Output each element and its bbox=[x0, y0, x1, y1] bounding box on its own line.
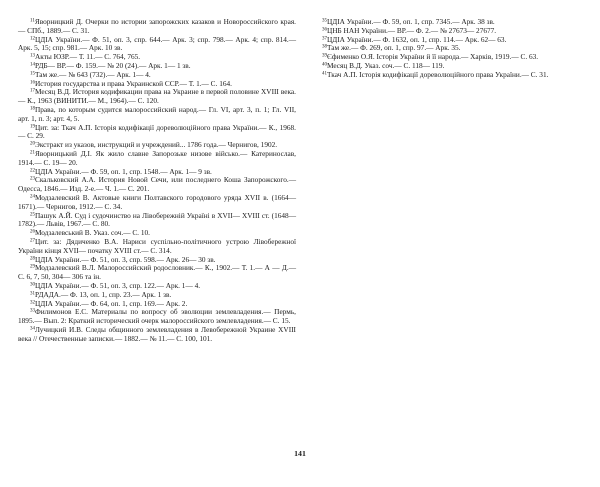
footnote-text: РДАДА.— Ф. 13, оп. 1, спр. 23.— Арк. 1 зв. bbox=[35, 289, 172, 299]
footnote-number: 39 bbox=[322, 53, 327, 59]
footnote-text: Пашук А.Й. Суд і судочинство на Лівобережній Україні в XVII— XVIII ст. (1648— 1782).— Львів, 1967.— С. 80. bbox=[18, 210, 296, 229]
footnote-text: Месяц В.Д. Указ. соч.— С. 118— 119. bbox=[327, 60, 445, 70]
page-number: 141 bbox=[294, 449, 306, 458]
footnote bbox=[18, 308, 296, 326]
footnote-text: ЦДІА України.— Ф. 1632, оп. 1, спр. 114.— Арк. 62— 63. bbox=[327, 34, 507, 44]
footnote-text: ЦДІА України.— Ф. 59, оп. 1, спр. 7345.— Арк. 38 зв. bbox=[327, 17, 495, 26]
footnote-number: 28 bbox=[30, 255, 35, 261]
footnote-text: История государства и права Украинской ССР.— Т. 1.— С. 164. bbox=[35, 78, 232, 88]
footnote-text: ЦДІА України.— Ф. 51, оп. 3, спр. 644.— Арк. 3; спр. 798.— Арк. 4; спр. 814.— Арк. 5, 15; спр. 981.— Арк. 10 зв. bbox=[18, 34, 296, 53]
footnote-number: 26 bbox=[30, 229, 35, 235]
footnote bbox=[18, 176, 296, 194]
footnote-text: Єфименко О.Я. Історія України й її народа.— Харків, 1919.— С. 63. bbox=[327, 52, 539, 62]
footnote bbox=[18, 88, 296, 106]
footnote-number: 40 bbox=[322, 62, 327, 68]
footnote-number: 14 bbox=[30, 62, 35, 68]
footnote-text: Яворницький Д.І. Як жило славне Запорозьке низове військо.— Катеринослав, 1914.— С. 19— 20. bbox=[18, 148, 296, 167]
footnote-number: 32 bbox=[30, 299, 35, 305]
footnote-number: 23 bbox=[30, 176, 35, 182]
footnote-number: 12 bbox=[30, 36, 35, 41]
footnote-number: 30 bbox=[30, 282, 35, 288]
footnote-text: ЦНБ НАН України.— ВР.— Ф. 2.— № 27673— 27677. bbox=[327, 25, 497, 35]
footnote-number: 18 bbox=[30, 106, 35, 112]
footnote-text: Акты ЮЗР.— Т. 11.— С. 764, 765. bbox=[35, 52, 141, 62]
footnote-number: 36 bbox=[322, 27, 327, 33]
footnote-number: 20 bbox=[30, 141, 35, 147]
footnote bbox=[18, 212, 296, 230]
footnote-text: Лучицкий И.В. Следы общинного землевладения в Левобережной Украине XVIII века // Отечественные записки.— 1882.— № 11.— С. 100, 101. bbox=[18, 324, 296, 343]
footnote-text: ЦДІА України.— Ф. 64, оп. 1, спр. 169.— Арк. 2. bbox=[35, 298, 188, 308]
footnote bbox=[18, 150, 296, 168]
footnote-number: 24 bbox=[30, 194, 35, 200]
footnote bbox=[18, 124, 296, 142]
footnote-number: 19 bbox=[30, 123, 35, 129]
footnote-text: РДБ— ВР.— Ф. 159.— № 20 (24).— Арк. 1— 1 зв. bbox=[35, 60, 191, 70]
footnote-number: 16 bbox=[30, 79, 35, 85]
footnote-number: 29 bbox=[30, 264, 35, 270]
footnote-number: 37 bbox=[322, 36, 327, 41]
footnote-text: Ткач А.П. Історія кодифікації дореволюційного права України.— С. 31. bbox=[327, 69, 549, 79]
footnote-number: 38 bbox=[322, 44, 327, 50]
footnote-text: Месяц В.Д. История кодификации права на Украине в первой половине XVIII века.— К., 1963 (ВИНИТИ.— М., 1964).— С. 120. bbox=[18, 87, 296, 106]
footnote-text: Там же.— № 643 (732).— Арк. 1— 4. bbox=[35, 69, 151, 79]
footnote-number: 21 bbox=[30, 150, 35, 156]
footnote-number: 17 bbox=[30, 88, 35, 94]
footnote-text: Филимонов Е.С. Материалы по вопросу об эволюции землевладения.— Пермь, 1895.— Вып. 2: Краткий исторический очерк малороссийского землевладения.— С. 15. bbox=[18, 307, 296, 326]
footnote bbox=[18, 238, 296, 256]
footnote-number: 15 bbox=[30, 71, 35, 77]
footnote-number: 35 bbox=[322, 18, 327, 24]
footnote-text: Модзалевский В. Актовые книги Полтавского городового уряда XVII в. (1664— 1671).— Чернигов, 1912.— С. 34. bbox=[18, 192, 296, 211]
footnote-number: 34 bbox=[30, 326, 35, 332]
footnote-number: 11 bbox=[30, 18, 35, 24]
footnote-text: ЦДІА України.— Ф. 59, оп. 1, спр. 1548.— Арк. 1— 9 зв. bbox=[35, 166, 212, 176]
footnote-text: Модзалевський В. Указ. соч.— С. 10. bbox=[35, 228, 150, 238]
footnote bbox=[18, 264, 296, 282]
footnote-number: 22 bbox=[30, 167, 35, 173]
left-footnote-column bbox=[18, 18, 296, 343]
footnote bbox=[18, 194, 296, 212]
footnote-text: Цит. за: Дядиченко В.А. Нариси суспільно-політичного устрою Лівобережної України кінця XVII— початку XVIII ст.— С. 314. bbox=[18, 236, 296, 255]
footnote-text: ЦДІА України.— Ф. 51, оп. 3, спр. 122.— Арк. 1— 4. bbox=[35, 280, 201, 290]
footnote-number: 31 bbox=[30, 291, 35, 297]
footnote bbox=[18, 106, 296, 124]
footnote bbox=[18, 18, 296, 36]
footnote-number: 27 bbox=[30, 238, 35, 244]
right-footnote-column bbox=[310, 18, 583, 80]
footnote-text: Яворницкий Д. Очерки по истории запорожских казаков и Новороссийского края.— СПб., 1889.— С. 31. bbox=[18, 17, 296, 35]
footnote-text: Цит. за: Ткач А.П. Історія кодифікації дореволюційного права України.— К., 1968.— С. 29. bbox=[18, 122, 296, 141]
footnote bbox=[18, 36, 296, 54]
footnote-text: Скальковский А.А. История Новой Сечи, или последнего Коша Запорожского.— Одесса, 1846.— Изд. 2-е.— Ч. 1.— С. 201. bbox=[18, 175, 296, 194]
footnote-text: Модзалевский В.Л. Малороссийский родословник.— К., 1902.— Т. 1.— А — Д.— С. 6, 7, 50, 304— 306 та ін. bbox=[18, 263, 296, 282]
footnote-text: Права, по которым судится малороссийский народ.— Гл. VI, арт. 3, п. 1; Гл. VII, арт. 1, п. 3; арт. 4, 5. bbox=[18, 104, 296, 123]
footnote-number: 41 bbox=[322, 71, 327, 77]
footnote-number: 33 bbox=[30, 308, 35, 314]
footnote bbox=[310, 71, 583, 80]
footnote bbox=[18, 326, 296, 344]
footnote-text: Экстракт из указов, инструкций и учреждений... 1786 года.— Чернигов, 1902. bbox=[35, 140, 278, 150]
footnote-number: 25 bbox=[30, 211, 35, 217]
footnote-text: ЦДІА України.— Ф. 51, оп. 3, спр. 598.— Арк. 26— 30 зв. bbox=[35, 254, 216, 264]
footnote-text: Там же.— Ф. 269, оп. 1, спр. 97.— Арк. 35. bbox=[327, 43, 461, 53]
footnote-number: 13 bbox=[30, 53, 35, 59]
